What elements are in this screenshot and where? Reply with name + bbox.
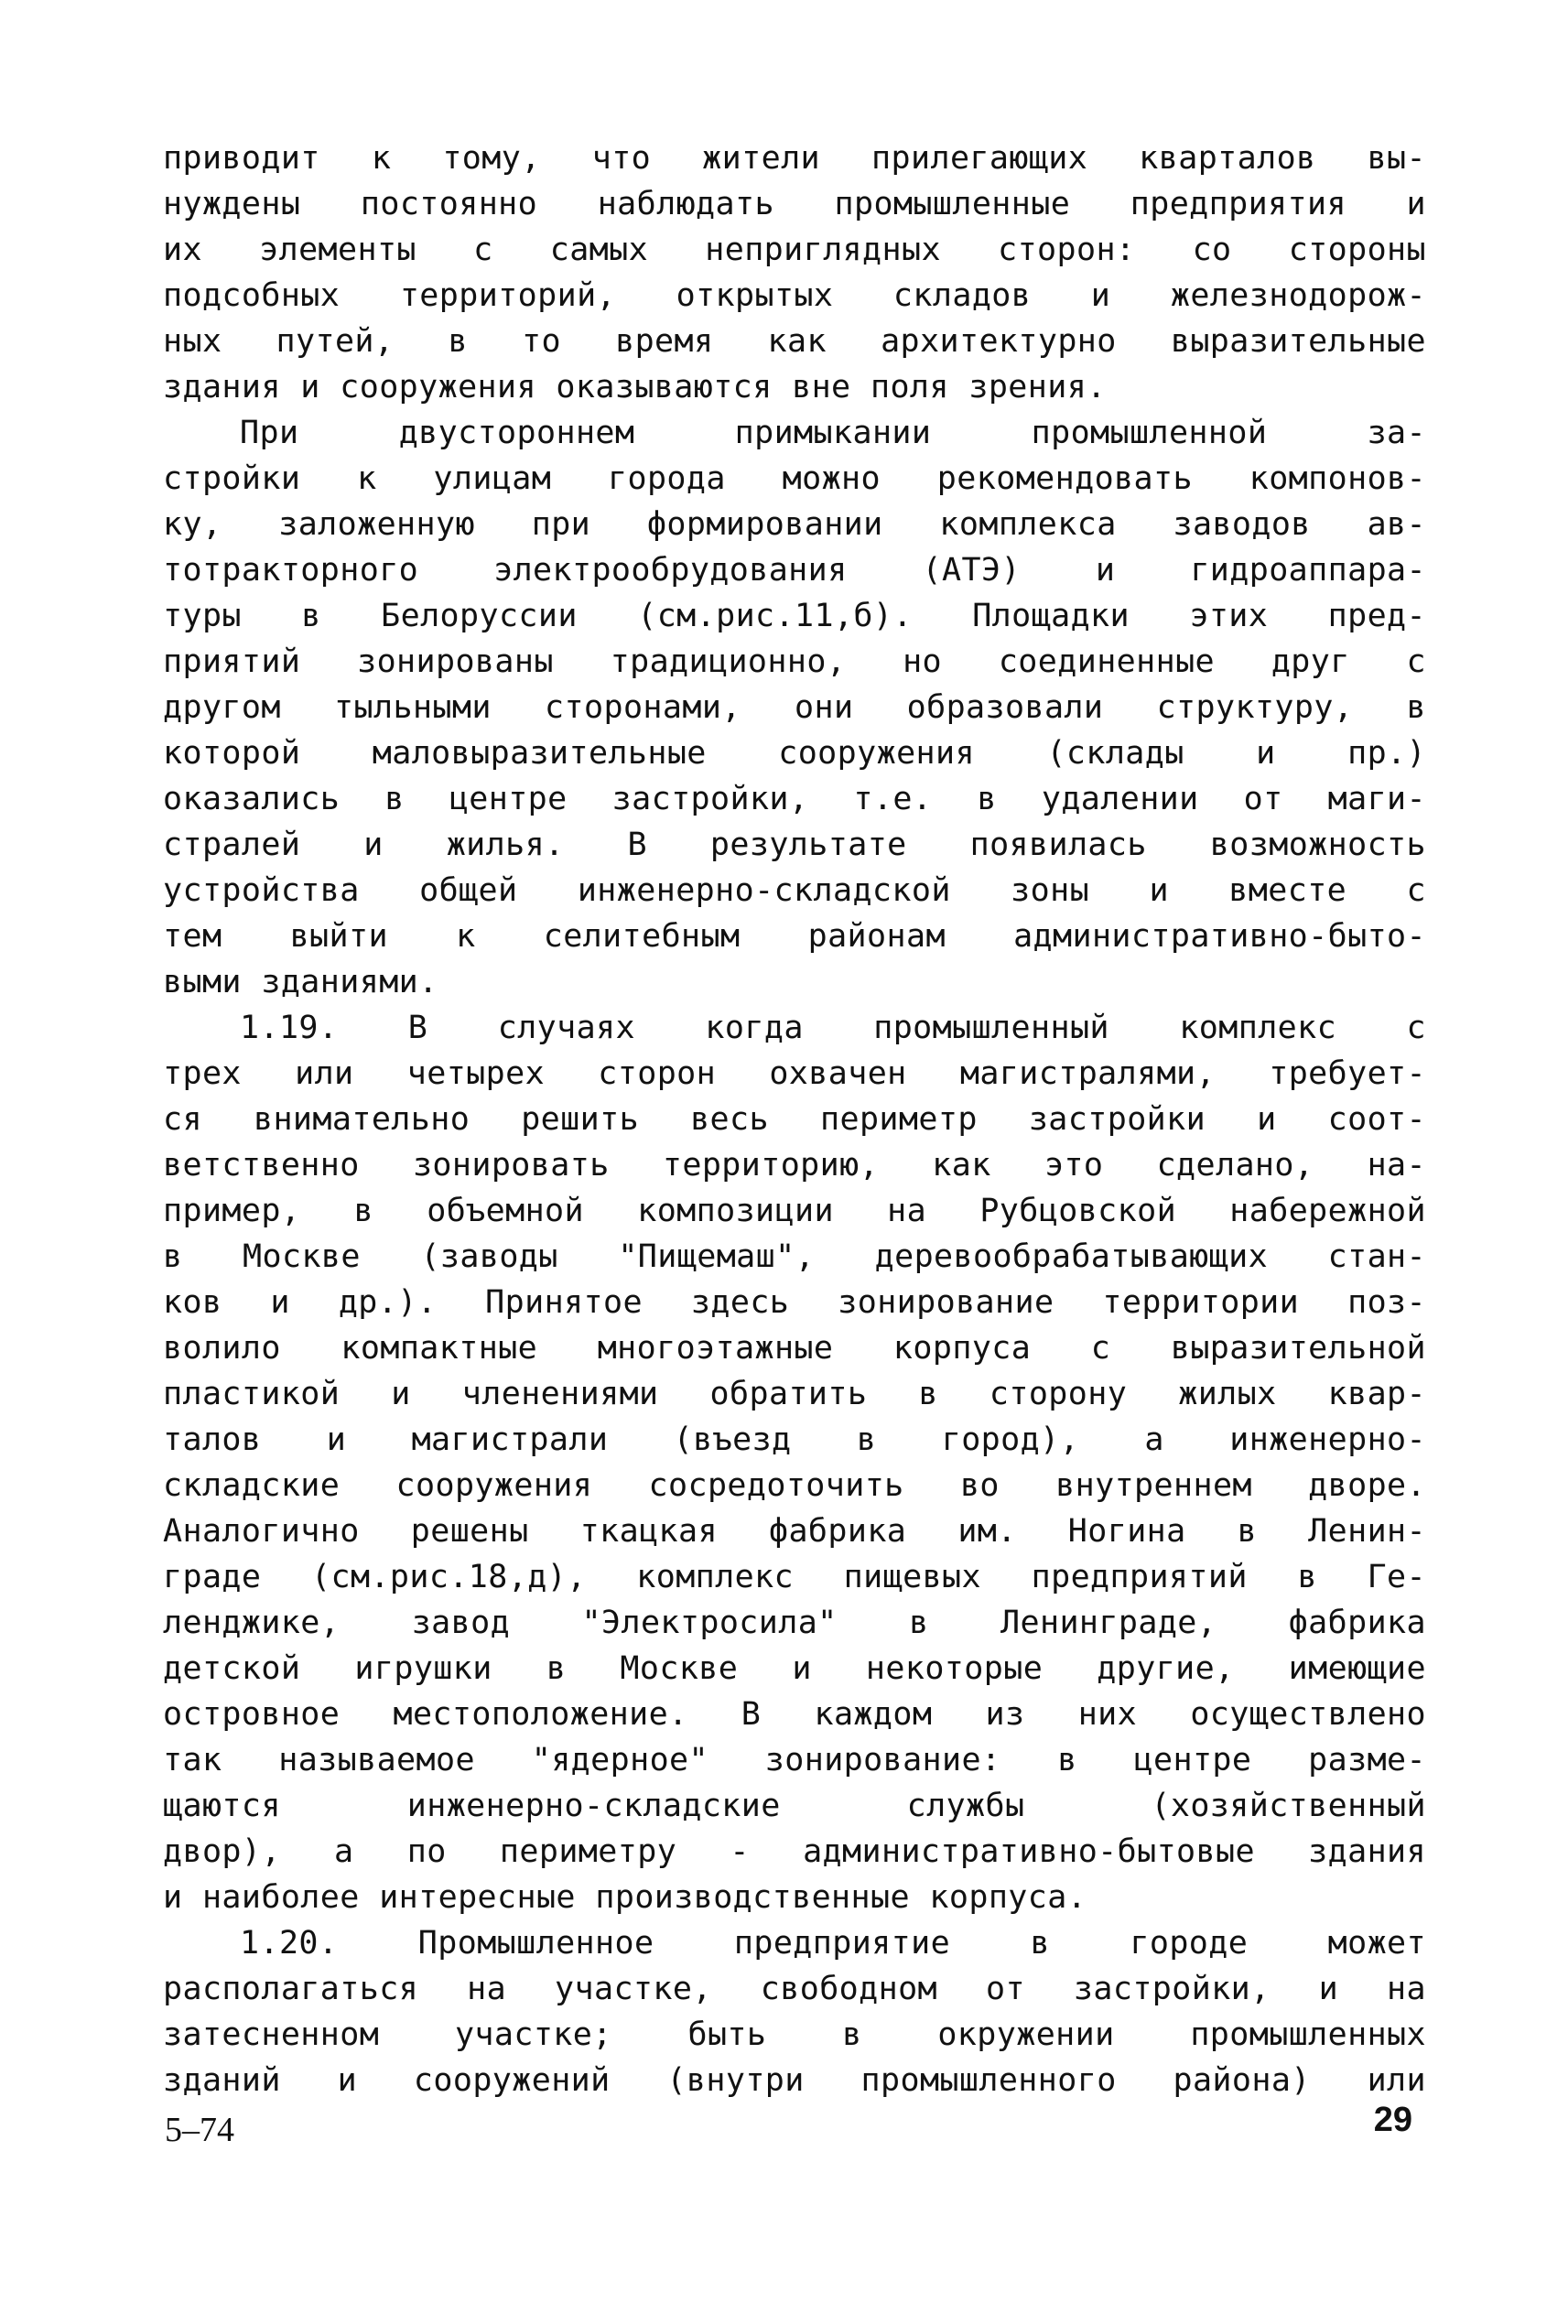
- text-line: трех или четырех сторон охвачен магистралями, требует-: [163, 1055, 1426, 1092]
- text-line: приятий зонированы традиционно, но соединенные друг с: [163, 643, 1426, 680]
- text-line: ков и др.). Принятое здесь зонирование территории поз-: [163, 1284, 1426, 1321]
- text-line: талов и магистрали (въезд в город), а инженерно-: [163, 1421, 1426, 1458]
- text-line: стралей и жилья. В результате появилась возможность: [163, 827, 1426, 863]
- text-line: ку, заложенную при формировании комплекса заводов ав-: [163, 506, 1426, 543]
- body-text: [163, 135, 1426, 2103]
- text-line: 1.19. В случаях когда промышленный комплекс с: [240, 1010, 1426, 1046]
- text-line: приводит к тому, что жители прилегающих кварталов вы-: [163, 140, 1426, 177]
- text-line: располагаться на участке, свободном от застройки, и на: [163, 1971, 1426, 2007]
- text-line: нуждены постоянно наблюдать промышленные предприятия и: [163, 186, 1426, 222]
- text-line: и наиболее интересные производственные корпуса.: [163, 1879, 1087, 1916]
- text-line: туры в Белоруссии (см.рис.11,б). Площадки этих пред-: [163, 598, 1426, 634]
- text-line: островное местоположение. В каждом из них осуществлено: [163, 1696, 1426, 1733]
- text-line: волило компактные многоэтажные корпуса с выразительной: [163, 1330, 1426, 1367]
- text-line: ветственно зонировать территорию, как это сделано, на-: [163, 1147, 1426, 1184]
- text-line: подсобных территорий, открытых складов и железнодорож-: [163, 277, 1426, 314]
- text-line: устройства общей инженерно-складской зоны и вместе с: [163, 872, 1426, 909]
- text-line: зданий и сооружений (внутри промышленного района) или: [163, 2062, 1426, 2099]
- text-line: оказались в центре застройки, т.е. в удалении от маги-: [163, 781, 1426, 817]
- text-line: так называемое "ядерное" зонирование: в центре разме-: [163, 1742, 1426, 1778]
- text-line: ленджике, завод "Электросила" в Ленинграде, фабрика: [163, 1605, 1426, 1641]
- text-line: выми зданиями.: [163, 964, 438, 1000]
- text-line: складские сооружения сосредоточить во внутреннем дворе.: [163, 1467, 1426, 1504]
- text-line: ных путей, в то время как архитектурно выразительные: [163, 323, 1426, 360]
- text-line: затесненном участке; быть в окружении промышленных: [163, 2016, 1426, 2053]
- text-line: другом тыльными сторонами, они образовали структуру, в: [163, 689, 1426, 726]
- text-line: При двустороннем примыкании промышленной за-: [240, 415, 1426, 451]
- text-line: тем выйти к селитебным районам административно-быто-: [163, 918, 1426, 955]
- text-line: пример, в объемной композиции на Рубцовской набережной: [163, 1193, 1426, 1229]
- text-line: пластикой и членениями обратить в сторону жилых квар-: [163, 1376, 1426, 1412]
- text-line: 1.20. Промышленное предприятие в городе может: [240, 1925, 1426, 1962]
- text-line: стройки к улицам города можно рекомендовать компонов-: [163, 460, 1426, 497]
- text-line: здания и сооружения оказываются вне поля зрения.: [163, 369, 1107, 405]
- text-line: в Москве (заводы "Пищемаш", деревообрабатывающих стан-: [163, 1238, 1426, 1275]
- text-line: их элементы с самых неприглядных сторон: со стороны: [163, 232, 1426, 268]
- text-line: детской игрушки в Москве и некоторые другие, имеющие: [163, 1650, 1426, 1687]
- text-line: щаются инженерно-складские службы (хозяйственный: [163, 1788, 1426, 1824]
- signature-mark: 5–74: [165, 2111, 234, 2149]
- text-line: тотракторного электрообрудования (АТЭ) и гидроаппара-: [163, 552, 1426, 589]
- text-line: двор), а по периметру - административно-бытовые здания: [163, 1833, 1426, 1870]
- text-line: которой маловыразительные сооружения (склады и пр.): [163, 735, 1426, 772]
- text-line: ся внимательно решить весь периметр застройки и соот-: [163, 1101, 1426, 1138]
- text-line: граде (см.рис.18,д), комплекс пищевых предприятий в Ге-: [163, 1559, 1426, 1595]
- text-line: Аналогично решены ткацкая фабрика им. Ногина в Ленин-: [163, 1513, 1426, 1550]
- page-number: 29: [1373, 2101, 1412, 2139]
